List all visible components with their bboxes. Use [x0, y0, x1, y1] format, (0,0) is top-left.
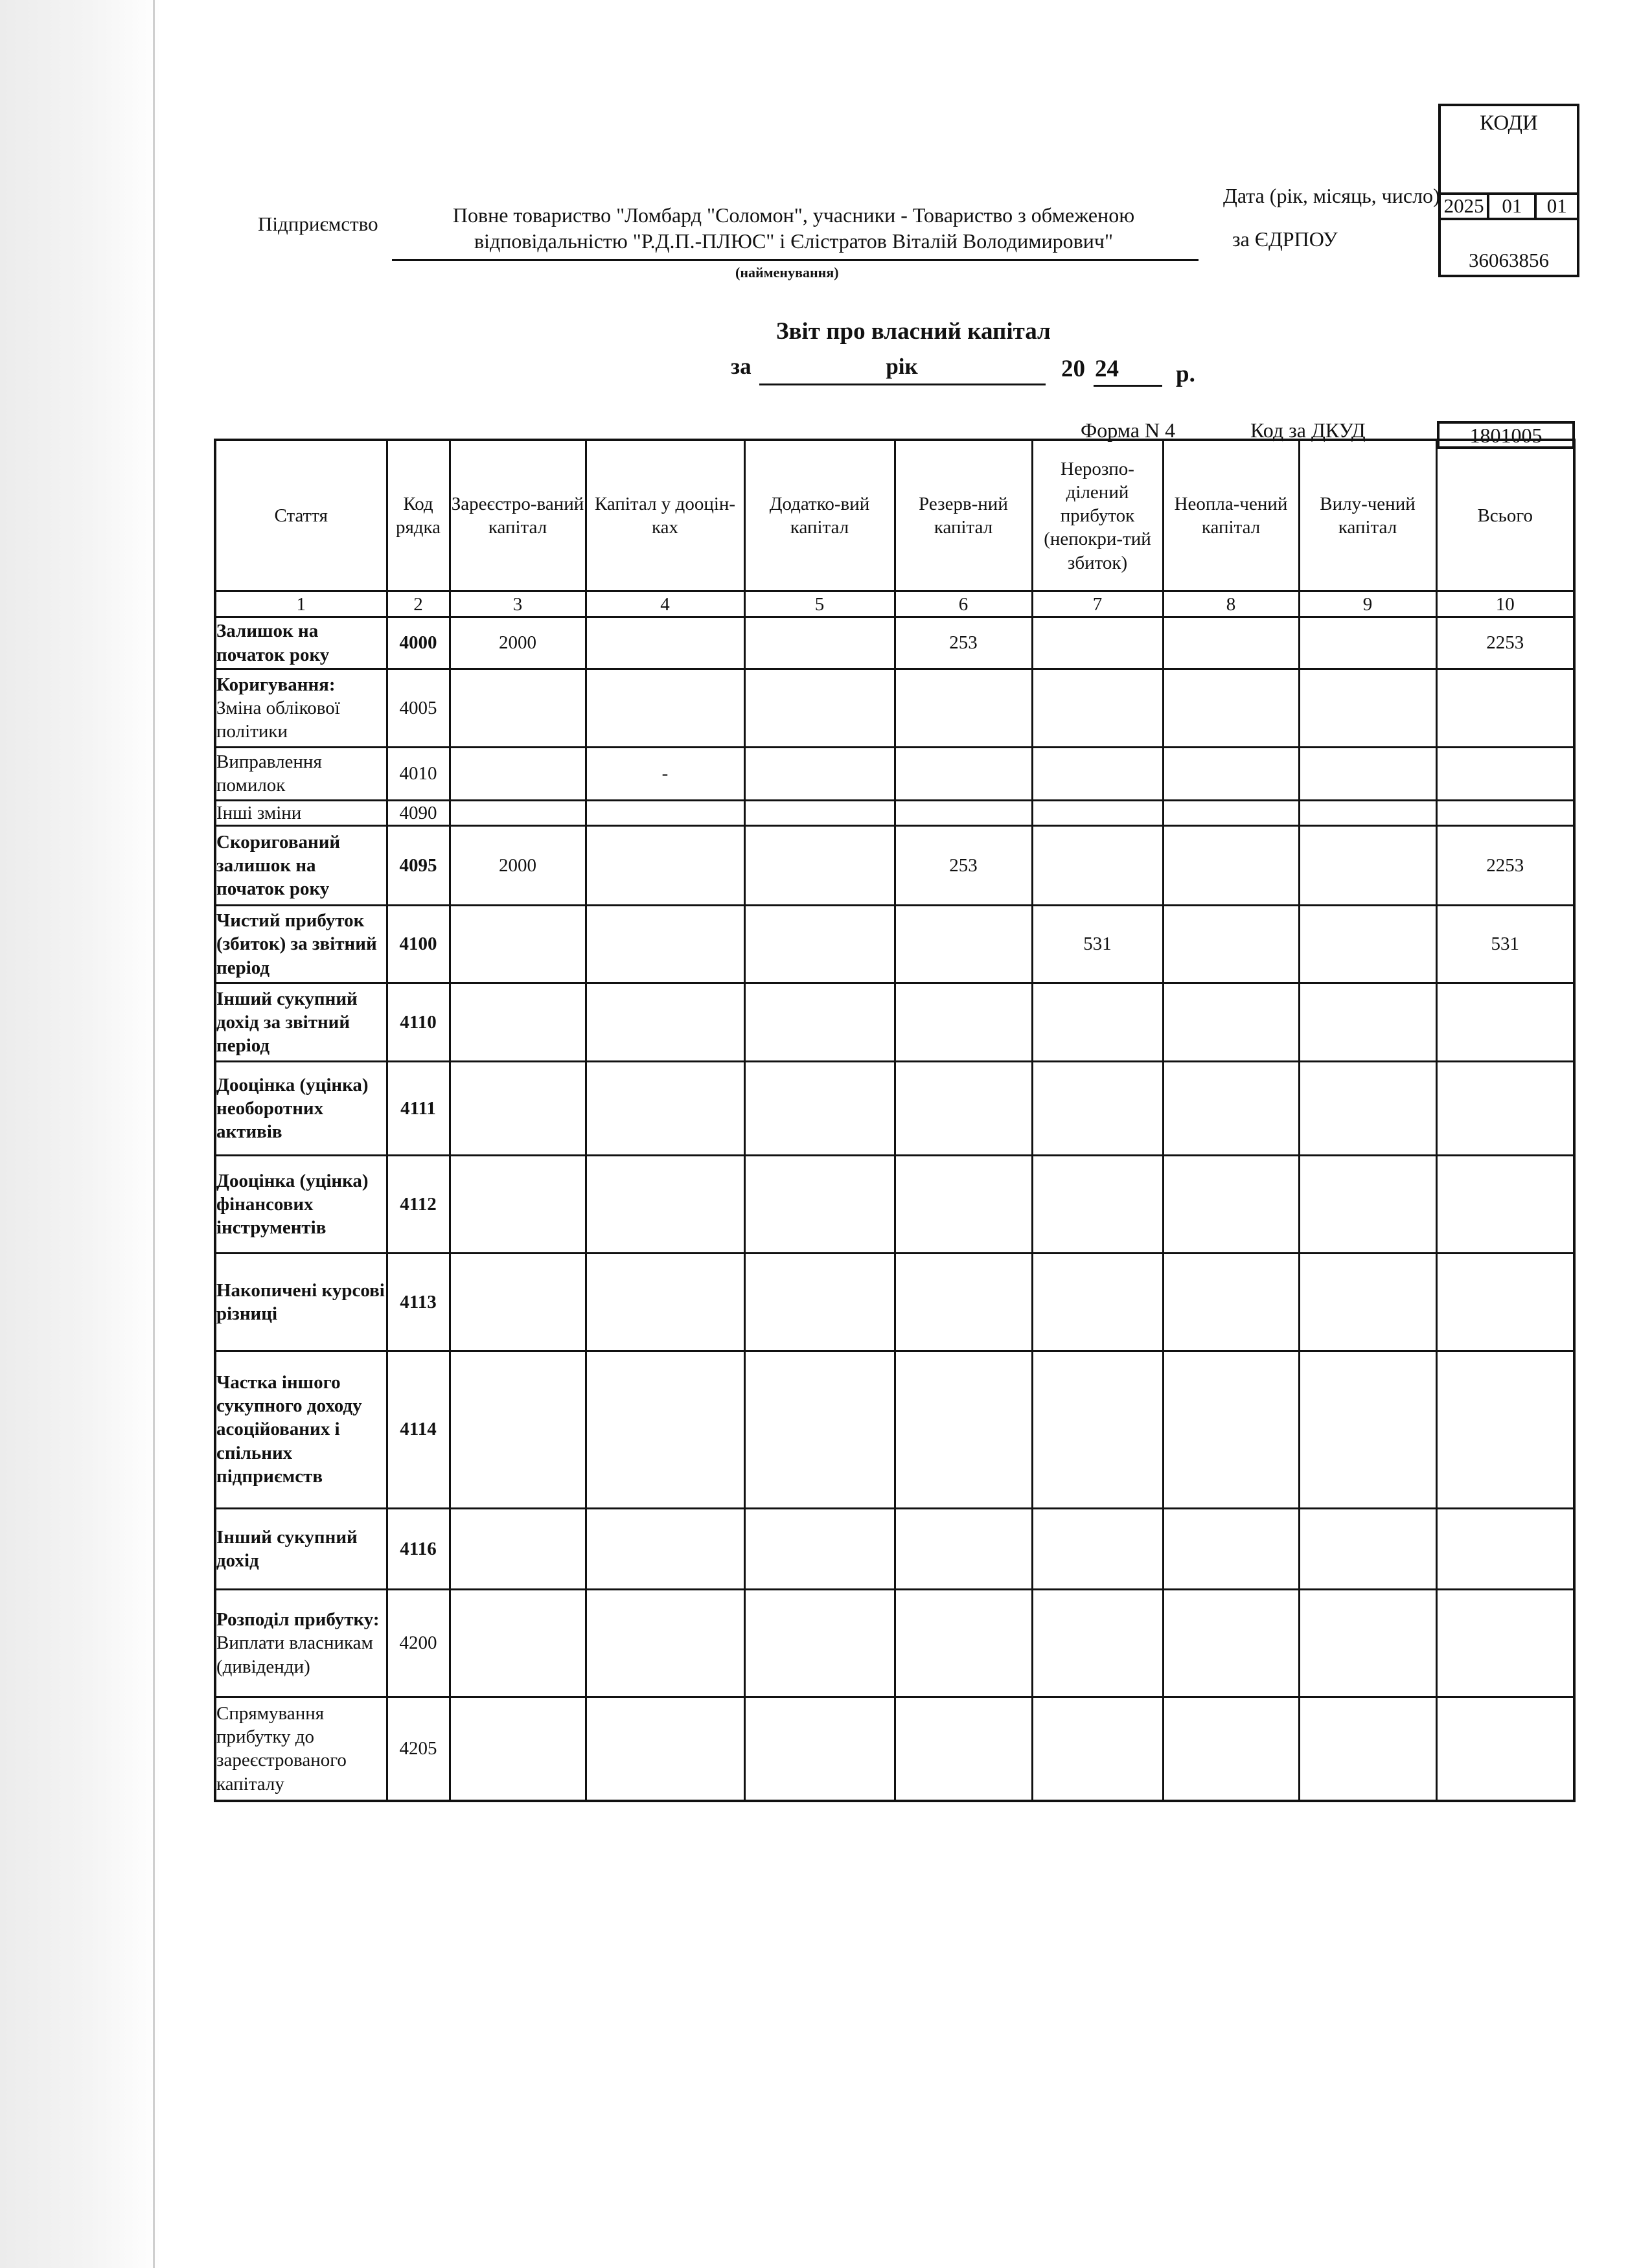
cell-retained — [1032, 1590, 1163, 1697]
period-underline — [759, 384, 1046, 385]
cell-unpaid — [1163, 905, 1299, 983]
cell-reserve — [895, 1697, 1032, 1801]
cell-total — [1436, 669, 1574, 747]
cell-revaluation — [586, 983, 744, 1061]
cell-withdrawn — [1299, 1590, 1436, 1697]
cell-total — [1436, 747, 1574, 800]
cell-unpaid — [1163, 1254, 1299, 1351]
col-header-additional: Додатко-вий капітал — [744, 440, 895, 591]
row-code: 4111 — [387, 1061, 450, 1156]
table-row — [215, 1254, 1574, 1351]
col-header-registered: Зареєстро-ваний капітал — [450, 440, 586, 591]
enterprise-underline — [392, 259, 1199, 261]
cell-total — [1436, 1156, 1574, 1254]
cell-reserve — [895, 669, 1032, 747]
row-code: 4200 — [387, 1590, 450, 1697]
row-code: 4114 — [387, 1351, 450, 1508]
cell-total: 531 — [1436, 905, 1574, 983]
cell-total — [1436, 983, 1574, 1061]
cell-registered — [450, 1697, 586, 1801]
row-label — [215, 669, 387, 747]
cell-withdrawn — [1299, 1061, 1436, 1156]
cell-additional — [744, 1351, 895, 1508]
edrpou-code: 36063856 — [1438, 218, 1579, 277]
cell-withdrawn — [1299, 1351, 1436, 1508]
cell-revaluation — [586, 905, 744, 983]
cell-reserve — [895, 1061, 1032, 1156]
cell-unpaid — [1163, 826, 1299, 905]
cell-retained: 531 — [1032, 905, 1163, 983]
dkud-label: Код за ДКУД — [1250, 418, 1366, 442]
cell-retained — [1032, 826, 1163, 905]
cell-unpaid — [1163, 1061, 1299, 1156]
cell-revaluation — [586, 617, 744, 669]
cell-additional — [744, 617, 895, 669]
cell-additional — [744, 747, 895, 800]
table-row — [215, 1508, 1574, 1590]
period-value: рік — [886, 354, 918, 379]
cell-total: 2253 — [1436, 826, 1574, 905]
cell-registered — [450, 800, 586, 825]
dkud-code: 1801005 — [1437, 421, 1575, 449]
cell-unpaid — [1163, 617, 1299, 669]
col-number: 1 — [215, 591, 387, 617]
table-header-row — [215, 440, 1574, 591]
cell-retained — [1032, 1156, 1163, 1254]
table-row — [215, 905, 1574, 983]
cell-registered — [450, 1061, 586, 1156]
cell-revaluation — [586, 800, 744, 825]
col-header-article: Стаття — [215, 440, 387, 591]
cell-total: 2253 — [1436, 617, 1574, 669]
cell-registered — [450, 983, 586, 1061]
cell-revaluation — [586, 826, 744, 905]
cell-retained — [1032, 800, 1163, 825]
cell-retained — [1032, 1061, 1163, 1156]
col-header-total: Всього — [1436, 440, 1574, 591]
table-row — [215, 1590, 1574, 1697]
cell-registered — [450, 1508, 586, 1590]
row-label: Інший сукупний дохід — [215, 1508, 387, 1590]
table-row — [215, 1351, 1574, 1508]
row-label: Інші зміни — [215, 800, 387, 825]
row-label: Частка іншого сукупного доходу асоційованих і спільних підприємств — [215, 1351, 387, 1508]
cell-retained — [1032, 617, 1163, 669]
cell-reserve: 253 — [895, 617, 1032, 669]
row-code: 4090 — [387, 800, 450, 825]
date-cells — [1438, 192, 1579, 220]
table-row — [215, 1697, 1574, 1801]
row-label: Накопичені курсові різниці — [215, 1254, 387, 1351]
cell-additional — [744, 1508, 895, 1590]
col-header-revaluation: Капітал у дооцін-ках — [586, 440, 744, 591]
cell-revaluation — [586, 1156, 744, 1254]
row-label: Залишок на початок року — [215, 617, 387, 669]
cell-withdrawn — [1299, 1508, 1436, 1590]
row-label: Дооцінка (уцінка) фінансових інструментів — [215, 1156, 387, 1254]
date-label: Дата (рік, місяць, число) — [1223, 184, 1440, 207]
cell-total — [1436, 1061, 1574, 1156]
codes-heading: КОДИ — [1438, 104, 1579, 198]
cell-registered — [450, 1351, 586, 1508]
cell-total — [1436, 800, 1574, 825]
cell-reserve — [895, 983, 1032, 1061]
cell-reserve — [895, 1351, 1032, 1508]
table-row — [215, 983, 1574, 1061]
cell-additional — [744, 826, 895, 905]
row-code: 4095 — [387, 826, 450, 905]
cell-additional — [744, 800, 895, 825]
col-number: 6 — [895, 591, 1032, 617]
row-label: Виправлення помилок — [215, 747, 387, 800]
cell-additional — [744, 1254, 895, 1351]
cell-withdrawn — [1299, 800, 1436, 825]
cell-total — [1436, 1351, 1574, 1508]
report-title: Звіт про власний капітал — [776, 318, 1051, 345]
row-label: Скоригований залишок на початок року — [215, 826, 387, 905]
row-label: Дооцінка (уцінка) необоротних активів — [215, 1061, 387, 1156]
cell-registered — [450, 1590, 586, 1697]
row-section-title: Розподіл прибутку: — [216, 1609, 380, 1631]
row-section-title: Коригування: — [216, 674, 336, 695]
row-code: 4205 — [387, 1697, 450, 1801]
row-code: 4110 — [387, 983, 450, 1061]
cell-revaluation — [586, 669, 744, 747]
cell-retained — [1032, 983, 1163, 1061]
cell-registered: 2000 — [450, 826, 586, 905]
cell-reserve — [895, 905, 1032, 983]
cell-retained — [1032, 1508, 1163, 1590]
cell-additional — [744, 983, 895, 1061]
form-number: Форма N 4 — [1081, 418, 1176, 442]
col-header-retained: Нерозпо-ділений прибуток (непокри-тий збиток) — [1032, 440, 1163, 591]
cell-reserve — [895, 1508, 1032, 1590]
cell-registered — [450, 1254, 586, 1351]
year-suffix: 24 — [1095, 356, 1119, 382]
cell-withdrawn — [1299, 826, 1436, 905]
col-header-reserve: Резерв-ний капітал — [895, 440, 1032, 591]
cell-revaluation: - — [586, 747, 744, 800]
cell-revaluation — [586, 1590, 744, 1697]
row-code: 4112 — [387, 1156, 450, 1254]
cell-additional — [744, 669, 895, 747]
cell-withdrawn — [1299, 1156, 1436, 1254]
cell-reserve: 253 — [895, 826, 1032, 905]
cell-additional — [744, 1156, 895, 1254]
cell-registered — [450, 669, 586, 747]
row-label — [215, 1590, 387, 1697]
cell-unpaid — [1163, 1590, 1299, 1697]
col-header-unpaid: Неопла-чений капітал — [1163, 440, 1299, 591]
cell-withdrawn — [1299, 1254, 1436, 1351]
col-number: 2 — [387, 591, 450, 617]
cell-total — [1436, 1590, 1574, 1697]
cell-unpaid — [1163, 1508, 1299, 1590]
row-label: Інший сукупний дохід за звітний період — [215, 983, 387, 1061]
col-header-withdrawn: Вилу-чений капітал — [1299, 440, 1436, 591]
table-row — [215, 1156, 1574, 1254]
cell-retained — [1032, 1254, 1163, 1351]
cell-unpaid — [1163, 800, 1299, 825]
date-year: 2025 — [1441, 195, 1489, 218]
table-row — [215, 1061, 1574, 1156]
cell-unpaid — [1163, 1697, 1299, 1801]
period-prefix: за — [731, 354, 751, 379]
cell-withdrawn — [1299, 747, 1436, 800]
col-number: 5 — [744, 591, 895, 617]
row-label-text: Зміна облікової політики — [216, 697, 340, 742]
row-code: 4010 — [387, 747, 450, 800]
enterprise-name-line2: відповідальністю "Р.Д.П.-ПЛЮС" і Єлістратов Віталій Володимирович" — [474, 229, 1114, 253]
row-label: Чистий прибуток (збиток) за звітний період — [215, 905, 387, 983]
col-number: 4 — [586, 591, 744, 617]
table-row — [215, 669, 1574, 747]
row-code: 4005 — [387, 669, 450, 747]
col-number: 7 — [1032, 591, 1163, 617]
cell-reserve — [895, 747, 1032, 800]
table-row — [215, 617, 1574, 669]
cell-withdrawn — [1299, 983, 1436, 1061]
column-number-row — [215, 591, 1574, 617]
scan-shadow — [0, 0, 162, 2268]
cell-registered: 2000 — [450, 617, 586, 669]
cell-additional — [744, 1697, 895, 1801]
cell-withdrawn — [1299, 669, 1436, 747]
cell-revaluation — [586, 1351, 744, 1508]
cell-retained — [1032, 747, 1163, 800]
cell-additional — [744, 1590, 895, 1697]
name-caption: (найменування) — [735, 264, 839, 281]
cell-additional — [744, 1061, 895, 1156]
cell-reserve — [895, 1156, 1032, 1254]
table-row — [215, 826, 1574, 905]
cell-registered — [450, 747, 586, 800]
cell-unpaid — [1163, 1156, 1299, 1254]
cell-retained — [1032, 1697, 1163, 1801]
scan-edge-line — [153, 0, 155, 2268]
row-label-text: Виплати власникам (дивіденди) — [216, 1632, 373, 1677]
cell-withdrawn — [1299, 905, 1436, 983]
col-header-code: Код рядка — [387, 440, 450, 591]
row-code: 4000 — [387, 617, 450, 669]
table-row — [215, 747, 1574, 800]
col-number: 10 — [1436, 591, 1574, 617]
cell-revaluation — [586, 1508, 744, 1590]
cell-reserve — [895, 1254, 1032, 1351]
cell-withdrawn — [1299, 617, 1436, 669]
cell-unpaid — [1163, 669, 1299, 747]
enterprise-label: Підприємство — [258, 212, 378, 235]
row-code: 4100 — [387, 905, 450, 983]
row-code: 4116 — [387, 1508, 450, 1590]
cell-total — [1436, 1508, 1574, 1590]
edrpou-label: за ЄДРПОУ — [1232, 227, 1338, 251]
date-month: 01 — [1489, 195, 1537, 218]
row-label: Спрямування прибутку до зареєстрованого капіталу — [215, 1697, 387, 1801]
cell-unpaid — [1163, 1351, 1299, 1508]
row-code: 4113 — [387, 1254, 450, 1351]
year-underline — [1094, 385, 1162, 387]
date-day: 01 — [1546, 194, 1567, 217]
col-number: 3 — [450, 591, 586, 617]
cell-revaluation — [586, 1697, 744, 1801]
year-unit: р. — [1176, 361, 1195, 387]
cell-additional — [744, 905, 895, 983]
cell-retained — [1032, 1351, 1163, 1508]
cell-registered — [450, 905, 586, 983]
cell-registered — [450, 1156, 586, 1254]
cell-total — [1436, 1254, 1574, 1351]
cell-unpaid — [1163, 747, 1299, 800]
cell-total — [1436, 1697, 1574, 1801]
cell-withdrawn — [1299, 1697, 1436, 1801]
col-number: 8 — [1163, 591, 1299, 617]
equity-table — [214, 439, 1576, 1802]
enterprise-name-line1: Повне товариство "Ломбард "Соломон", учасники - Товариство з обмеженою — [452, 203, 1135, 227]
cell-unpaid — [1163, 983, 1299, 1061]
table-row — [215, 800, 1574, 825]
cell-retained — [1032, 669, 1163, 747]
col-number: 9 — [1299, 591, 1436, 617]
cell-reserve — [895, 1590, 1032, 1697]
year-prefix: 20 — [1061, 356, 1085, 382]
enterprise-name — [389, 202, 1199, 254]
cell-revaluation — [586, 1254, 744, 1351]
cell-revaluation — [586, 1061, 744, 1156]
cell-reserve — [895, 800, 1032, 825]
